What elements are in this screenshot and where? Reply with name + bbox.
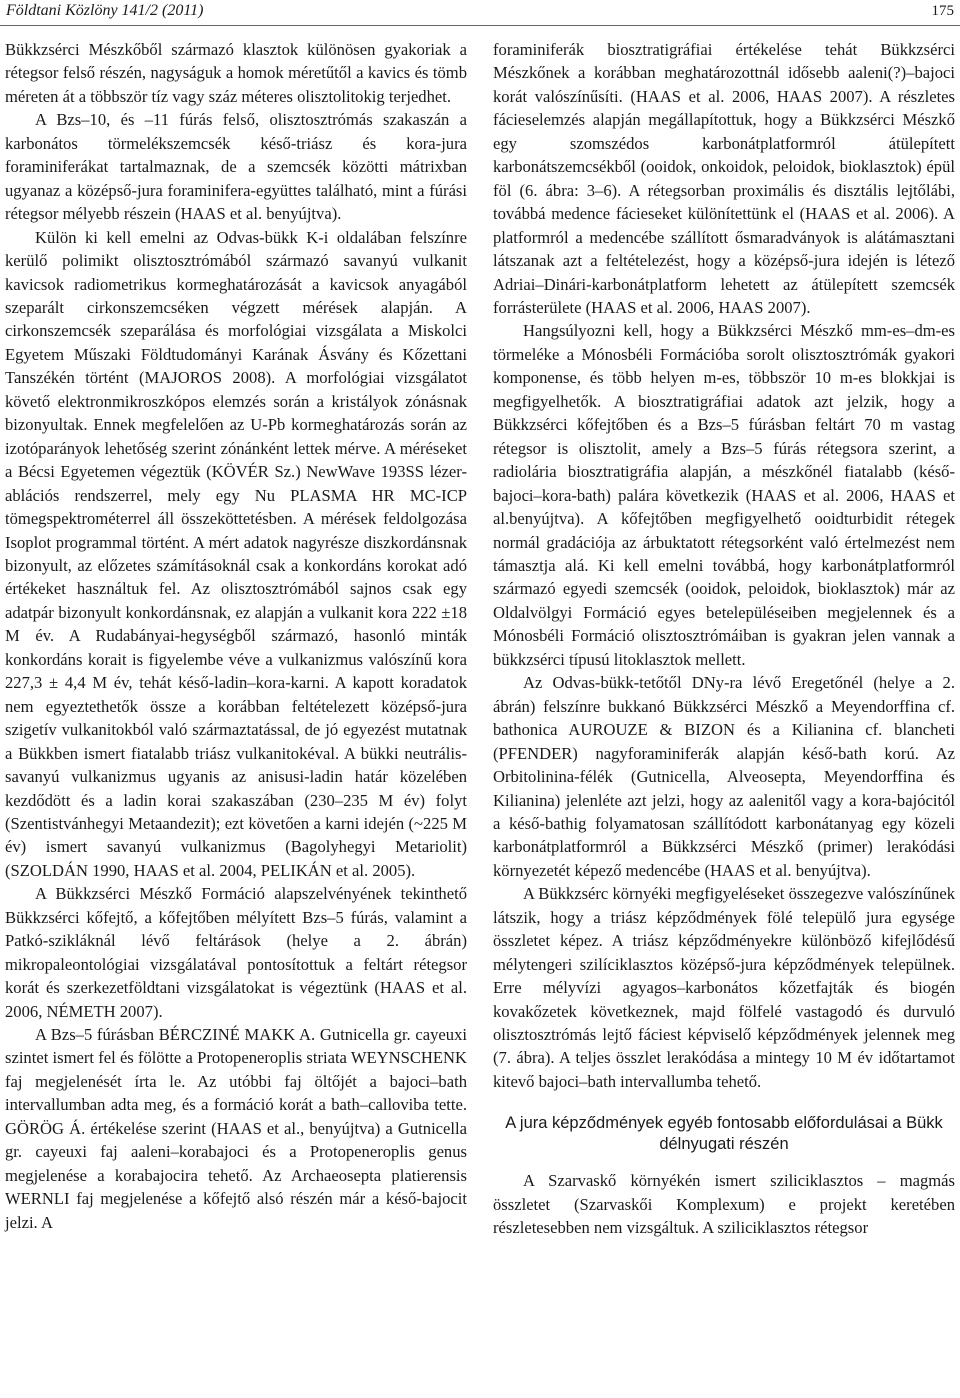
paragraph: A Bzs–10, és –11 fúrás felső, olisztosztrómás szakaszán a karbonátos törmelékszemcsék késő-triász és kora-jura foraminiferákat tartalmaznak, de a szemcsék közötti mátrixban ugyanaz a középső-jura foraminifera-együttes található, mint a fúrási rétegsor mélyebb részein (HAAS et al. benyújtva). xyxy=(5,110,467,224)
right-column xyxy=(493,38,955,1240)
paragraph: Bükkzsérci Mészkőből származó klasztok különösen gyakoriak a rétegsor felső részén, nagyságuk a homok méretűtől a kavics és tömb méreten át a többször tíz vagy száz méteres olisztolitokig terjedhet. xyxy=(5,40,467,106)
journal-title: Földtani Közlöny 141/2 (2011) xyxy=(6,2,204,19)
paragraph: Az Odvas-bükk-tetőtől DNy-ra lévő Eregetőnél (helye a 2. ábrán) felszínre bukkanó Bükkzsérci Mészkő a Meyendorffina cf. bathonica AUROUZE & BIZON és a Kilianina cf. blancheti (PFENDER) nagyforaminiferák alapján késő-bath korú. Az Orbitolinina-félék (Gutnicella, Alveosepta, Meyendorffina és Kilianina) jelenléte azt jelzi, hogy az aalenitől vagy a kora-bajócitól a késő-bathig folyamatosan szállítódott karbonátanyag egy közeli karbonátplatformról a Bükkzsérci Mészkő (primer) lerakódási környezetét képező medencébe (HAAS et al. benyújtva). xyxy=(493,673,955,880)
paragraph: A Szarvaskő környékén ismert sziliciklasztos – magmás összletet (Szarvaskői Komplexum) e projekt keretében részletesebben nem vizsgáltuk. A sziliciklasztos rétegsor xyxy=(493,1171,955,1238)
paragraph: Külön ki kell emelni az Odvas-bükk K-i oldalában felszínre kerülő polimikt olisztosztrómából származó savanyú vulkanit kavicsok radiometrikus kormeghatározását a kavicsok anyagából szeparált cirkonszemcséken végzett mérések alapján. A cirkonszemcsék szeparálása és morfológiai vizsgálata a Miskolci Egyetem Műszaki Földtudományi Karának Ásvány és Kőzettani Tanszékén történt (MAJOROS 2008). A morfológiai vizsgálatot követő elektronmikroszkópos elemzés során a kristályok zónásnak bizonyultak. Ennek megfelelően az U-Pb kormeghatározás során az izotóparányok lehetőség szerint zónánként lettek mérve. A méréseket a Bécsi Egyetemen végeztük (KÖVÉR Sz.) NewWave 193SS lézer-ablációs rendszerrel, mely egy Nu PLASMA HR MC-ICP tömegspektrométerrel áll összeköttetésben. A mérések feldolgozása Isoplot programmal történt. A mért adatok nagyrésze diszkordánsnak bizonyult, az előzetes számításoknál csak a konkordáns korokat adó értékeket használtuk fel. Az olisztosztrómából sajnos csak egy adatpár bizonyult konkordánsnak, ez alapján a vulkanit kora 222 ±18 M év. A Rudabányai-hegységből származó, hasonló minták konkordáns korait is figyelembe véve a vulkanizmus valószínű kora 227,3 ± 4,4 M év, tehát késő-ladin–kora-karni. A kapott koradatok nem egyeztethetők össze a korábban feltételezett középső-jura szigetív vulkanitokból való származtatással, de jó egyezést mutatnak a Bükkben ismert fiatalabb triász vulkanitokéval. A bükki neutrális-savanyú vulkanizmus ugyanis az anisusi-ladin határ közelében kezdődött és a ladin korai szakaszában (230–235 M év) folyt (Szentistvánhegyi Metaandezit); ezt követően a karni idején (~225 M év) ismert savanyú vulkanizmus (Bagolyhegyi Metariolit) (SZOLDÁN 1990, HAAS et al. 2004, PELIKÁN et al. 2005). xyxy=(5,227,467,880)
paragraph: A Bzs–5 fúrásban BÉRCZINÉ MAKK A. Gutnicella gr. cayeuxi szintet ismert fel és fölötte a Protopeneroplis striata WEYNSCHENK faj megjelenését írta le. Az utóbbi faj öltőjét a bajoci–bath intervallumban adta meg, és a formáció korát a bath–calloviba tette. GÖRÖG Á. értékelése szerint (HAAS et al., benyújtva) a Gutnicella gr. cayeuxi faj aaleni–korabajoci és a Protopeneroplis genus megjelenése a korabajocira tehető. Az Archaeosepta platierensis WERNLI faj megjelenése a kőfejtő alsó részén már a késő-bajocit jelzi. A xyxy=(5,1025,467,1232)
left-column xyxy=(5,38,467,1234)
paragraph: foraminiferák biosztratigráfiai értékelése tehát Bükkzsérci Mészkőnek a korábban meghatározottnál idősebb aaleni(?)–bajoci korát valószínűsíti. (HAAS et al. 2006, HAAS 2007). A részletes fácieselemzés alapján megállapítottuk, hogy a Bükkzsérci Mészkő egy szomszédos karbonátplatformról átülepített karbonátszemcsékből (ooidok, onkoidok, peloidok, bioklasztok) épül föl (6. ábra: 3–6). A rétegsorban proximális és disztális lejtőlábi, továbbá medence fácieseket különítettünk el (HAAS et al. 2006). A platformról a medencébe szállított ősmaradványok is alátámasztani látszanak azt a feltételezést, hogy a középső-jura idején is létező Adriai–Dinári-karbonátplatform lehetett az átülepített szemcsék forrásterülete (HAAS et al. 2006, HAAS 2007). xyxy=(493,40,955,317)
page-number: 175 xyxy=(931,3,954,19)
page-header xyxy=(0,0,960,28)
paragraph: Hangsúlyozni kell, hogy a Bükkzsérci Mészkő mm-es–dm-es törmeléke a Mónosbéli Formációba sorolt olisztosztrómák gyakori komponense, és több helyen m-es, többször 10 m-es blokkjai is megfigyelhetők. A biosztratigráfiai adatok azt jelzik, hogy a Bükkzsérci kőfejtőben és a Bzs–5 fúrásban feltárt 70 m vastag rétegsor is olisztolit, amely a Bzs–5 fúrás rétegsora szerint, a radiolária biosztratigráfia alapján, a mészkőnél fiatalabb (késő-bajoci–kora-bath) palára következik (HAAS et al. 2006, HAAS et al.benyújtva). A kőfejtőben megfigyelhető ooidturbidit rétegek normál gradációja az árbuktatott rétegsorként való értelmezést nem támasztja alá. Ki kell emelni továbbá, hogy karbonátplatformról származó egyedi szemcsék (ooidok, peloidok, bioklasztok) már az Oldalvölgyi Formáció egyes betelepüléseiben megjelennek és a Mónosbéli Formáció olisztosztrómáiban is gyakran jelen vannak a bükkzsérci típusú litoklasztok mellett. xyxy=(493,321,955,669)
header-rule xyxy=(0,25,960,26)
section-heading: A jura képződmények egyéb fontosabb előfordulásai a Bükk délnyugati részén xyxy=(505,1114,943,1154)
paragraph: A Bükkzsérci Mészkő Formáció alapszelvényének tekinthető Bükkzsérci kőfejtő, a kőfejtőben mélyített Bzs–5 fúrás, valamint a Patkó-szikláknál lévő feltárások (helye a 2. ábrán) mikropaleontológiai vizsgálatával pontosítottuk a feltárt rétegsor korát és szerkezetföldtani vizsgálatokat is végeztünk (HAAS et al. 2006, NÉMETH 2007). xyxy=(5,884,467,1021)
paragraph: A Bükkzsérc környéki megfigyeléseket összegezve valószínűnek látszik, hogy a triász képződmények fölé települő jura egysége összletet képez. A triász képződményekre különböző kifejlődésű mélytengeri szilíciklasztos középső-jura képződmények települnek. Erre mélyvízi agyagos–karbonátos kőzetfajták és biogén kovakőzetek következnek, majd fölfelé vastagodó és durvuló olisztosztrómás lejtő fáciest képviselő képződmények jelennek meg (7. ábra). A teljes összlet lerakódása a mintegy 10 M év időtartamot kitevő bajoci–bath intervallumba tehető. xyxy=(493,884,955,1091)
